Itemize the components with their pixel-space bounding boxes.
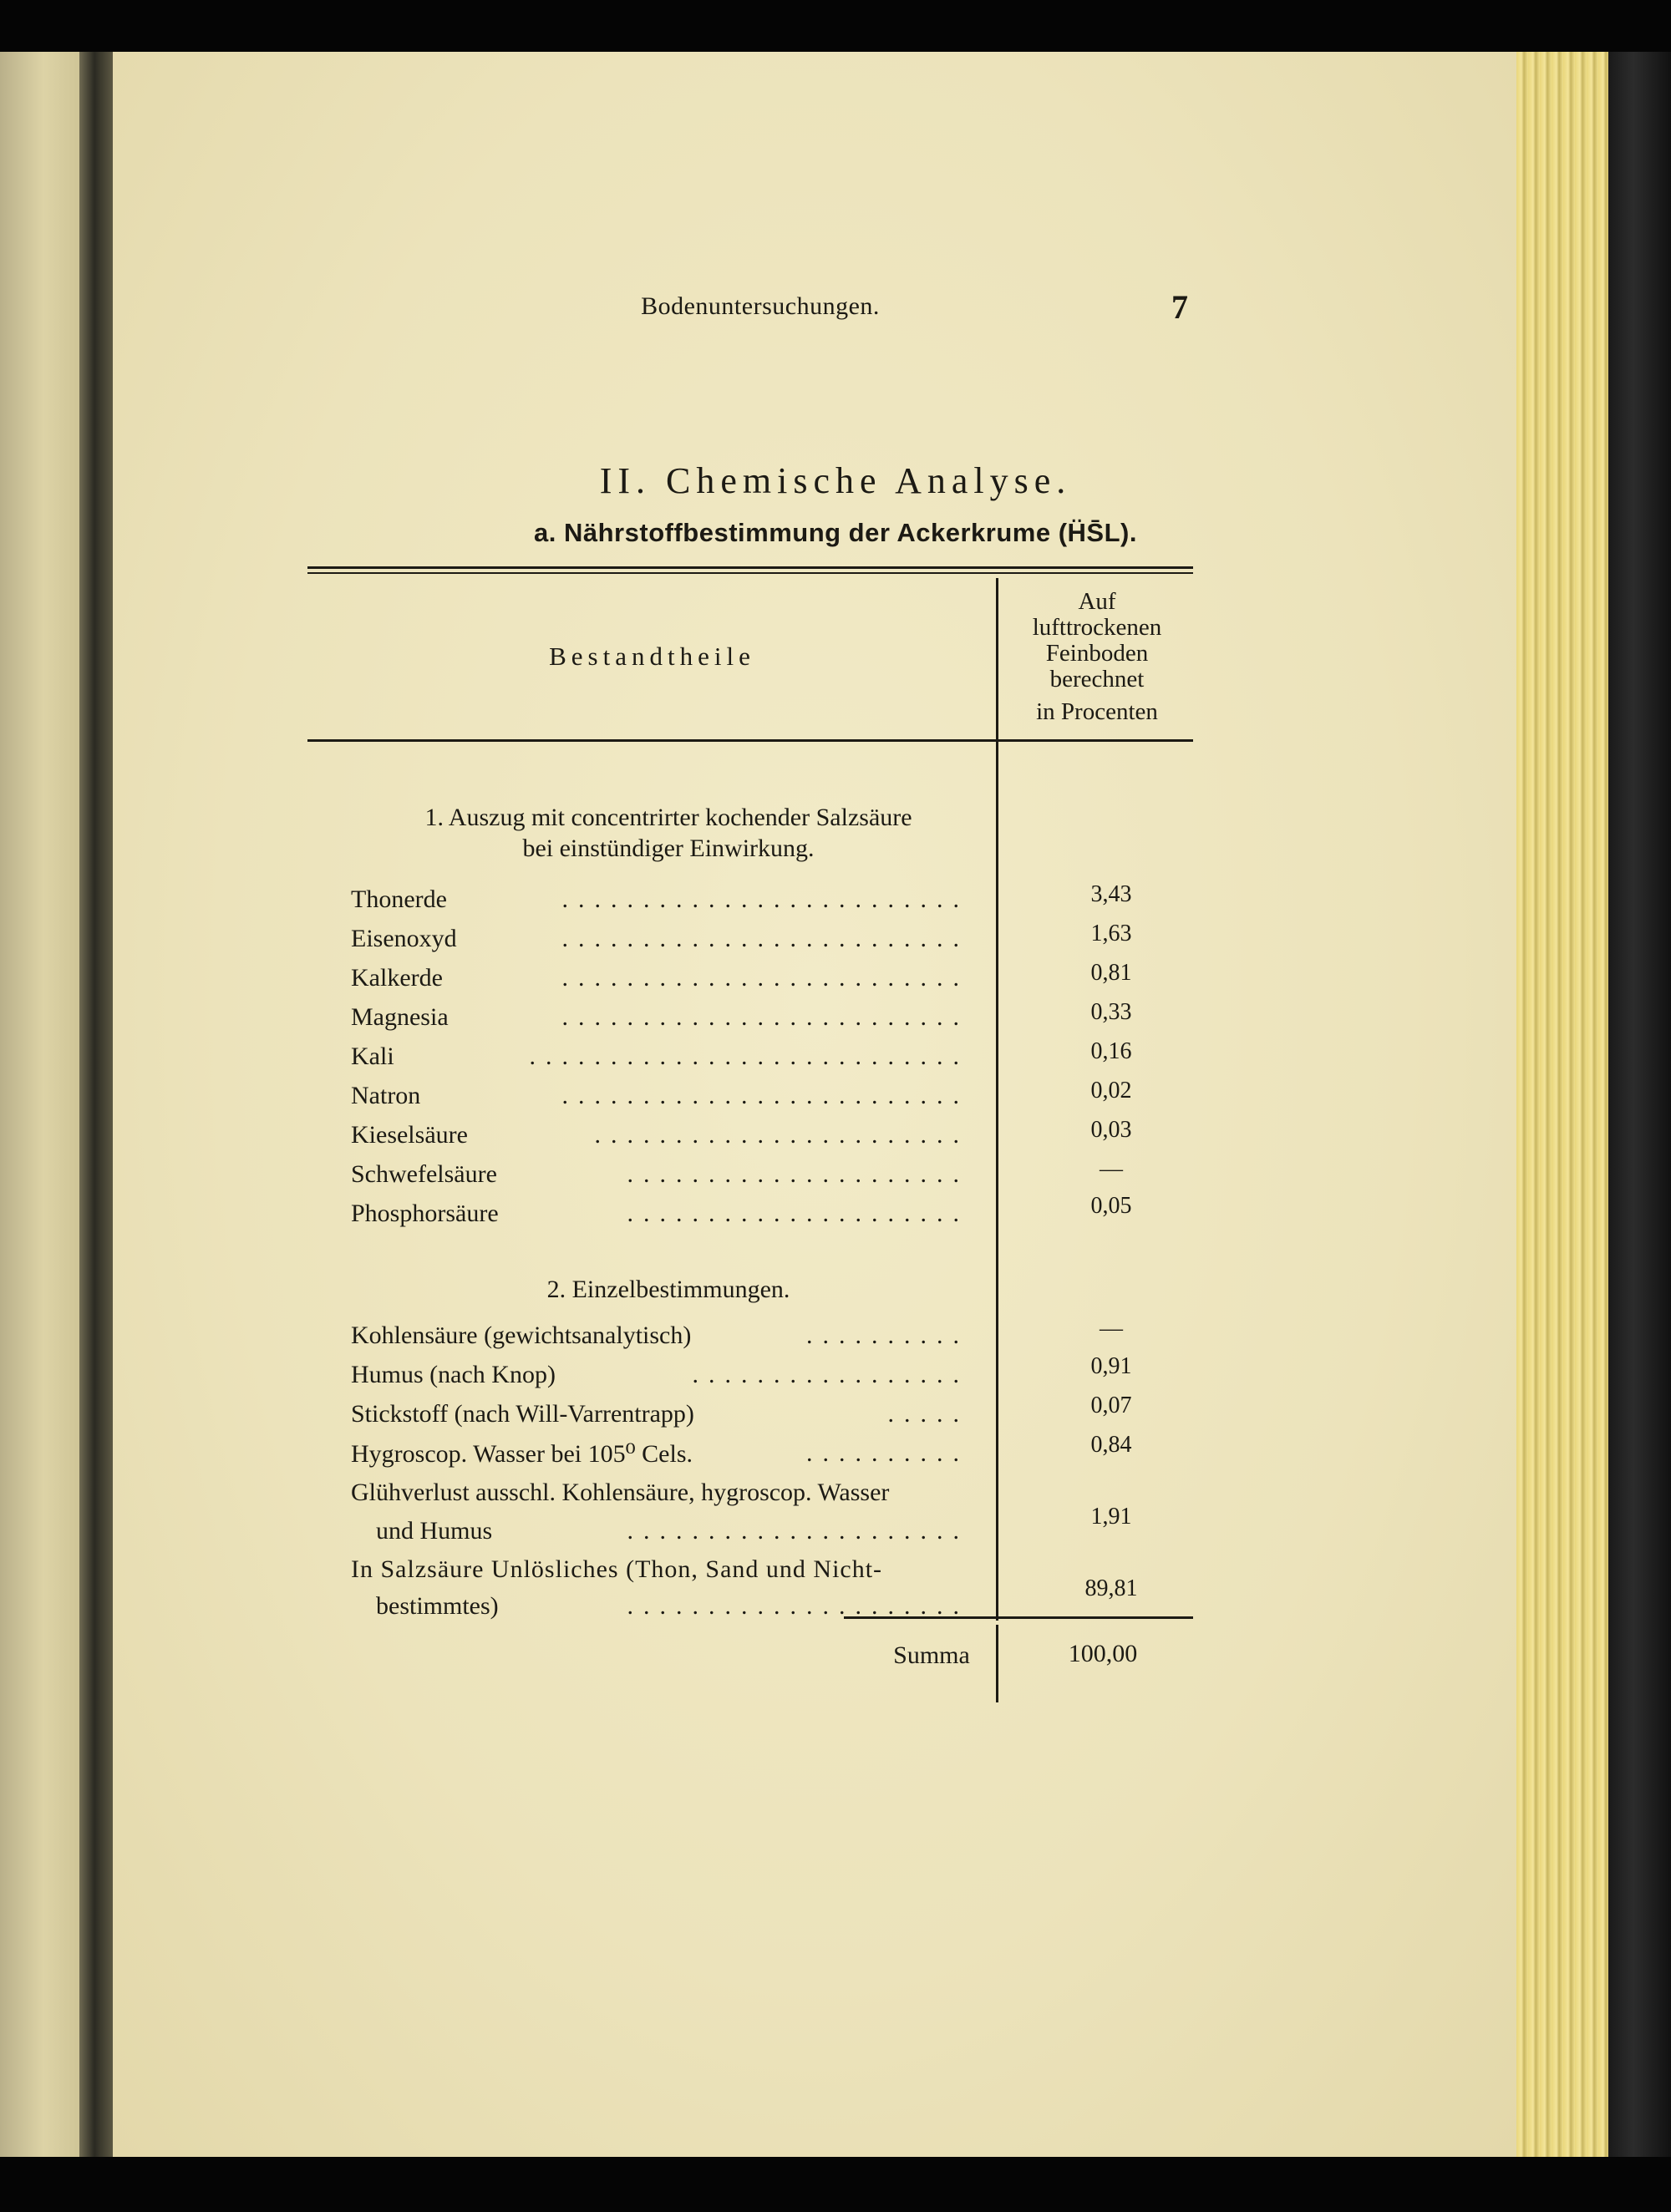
row-value: 0,03 <box>1090 1117 1132 1143</box>
row-value: 0,84 <box>1090 1432 1132 1458</box>
row-value: 0,07 <box>1090 1393 1132 1418</box>
column-divider <box>996 578 998 1621</box>
leader-dots: ......................... <box>561 964 969 992</box>
row-value: — <box>1100 1316 1123 1342</box>
leader-dots: ......................... <box>561 1082 969 1109</box>
row-value: 0,91 <box>1090 1353 1132 1379</box>
leader-dots: ........................... <box>529 1043 969 1070</box>
row-label: Magnesia <box>351 1003 449 1031</box>
row-value: 0,02 <box>1090 1078 1132 1103</box>
leader-dots: .......... <box>806 1322 969 1349</box>
row-value: 1,91 <box>1090 1504 1132 1530</box>
table-subtitle: a. Nährstoffbestimmung der Ackerkrume (ḦS̄L). <box>534 518 1137 547</box>
row-label: Eisenoxyd <box>351 925 457 952</box>
row-label: Phosphorsäure <box>351 1200 499 1227</box>
row-label: Kali <box>351 1043 394 1070</box>
row-label: Glühverlust ausschl. Kohlensäure, hygroscop. Wasser <box>351 1479 890 1506</box>
leader-dots: ....................... <box>594 1121 969 1149</box>
leader-dots: ................. <box>692 1361 969 1388</box>
summa-value: 100,00 <box>1068 1640 1138 1667</box>
group2-title: 2. Einzelbestimmungen. <box>546 1276 790 1303</box>
row-value: 3,43 <box>1090 881 1132 907</box>
row-label-continued: und Humus <box>376 1517 493 1545</box>
header-right-line: Feinboden <box>1045 640 1149 667</box>
header-right-line: berechnet <box>1049 666 1145 693</box>
header-bestandtheile: Bestandtheile <box>549 642 755 671</box>
row-label: Kohlensäure (gewichtsanalytisch) <box>351 1322 692 1349</box>
group1-title-line: 1. Auszug mit concentrirter kochender Salzsäure <box>424 804 912 831</box>
row-value: 89,81 <box>1084 1575 1138 1601</box>
row-label: Kieselsäure <box>351 1121 468 1149</box>
book-gutter <box>79 52 113 2157</box>
row-label: Hygroscop. Wasser bei 105⁰ Cels. <box>351 1440 693 1468</box>
row-label: Stickstoff (nach Will-Varrentrapp) <box>351 1400 694 1428</box>
header-procenten <box>1001 589 1193 725</box>
row-value: 0,16 <box>1090 1038 1132 1064</box>
row-value: — <box>1100 1156 1123 1182</box>
leader-dots: ......................... <box>561 1003 969 1031</box>
row-label: In Salzsäure Unlösliches (Thon, Sand und Nicht- <box>351 1555 883 1583</box>
page-edges <box>1516 52 1608 2157</box>
leader-dots: ......................... <box>561 885 969 913</box>
row-label: Humus (nach Knop) <box>351 1361 556 1388</box>
table-top-rule-second <box>307 572 1193 574</box>
row-value: 0,33 <box>1090 999 1132 1025</box>
book-cover <box>1608 52 1671 2157</box>
facing-page-edge <box>0 52 79 2157</box>
row-label: Natron <box>351 1082 421 1109</box>
row-value: 1,63 <box>1090 921 1132 946</box>
header-right-line: in Procenten <box>1036 698 1158 725</box>
leader-dots: ..................... <box>627 1160 969 1188</box>
row-label: Kalkerde <box>351 964 443 992</box>
summa-label: Summa <box>893 1641 970 1669</box>
section-title: II. Chemische Analyse. <box>599 460 1072 501</box>
page-number: 7 <box>1171 288 1188 326</box>
row-value: 0,81 <box>1090 960 1132 986</box>
header-bottom-rule <box>307 739 1193 742</box>
row-value: 0,05 <box>1090 1193 1132 1219</box>
row-label: Schwefelsäure <box>351 1160 497 1188</box>
leader-dots: .......... <box>806 1439 969 1467</box>
leader-dots: ..................... <box>627 1592 969 1620</box>
leader-dots: ..................... <box>627 1517 969 1545</box>
leader-dots: ..... <box>887 1400 969 1428</box>
row-label-continued: bestimmtes) <box>376 1592 499 1620</box>
group1-title <box>351 802 986 864</box>
table-top-rule <box>307 566 1193 569</box>
group1-title-line: bei einstündiger Einwirkung. <box>522 835 815 862</box>
leader-dots: ..................... <box>627 1200 969 1227</box>
header-right-line: lufttrockenen <box>1032 614 1162 641</box>
row-label: Thonerde <box>351 885 447 913</box>
running-head: Bodenuntersuchungen. <box>641 292 880 320</box>
leader-dots: ......................... <box>561 925 969 952</box>
header-right-line: Auf <box>1078 588 1116 615</box>
